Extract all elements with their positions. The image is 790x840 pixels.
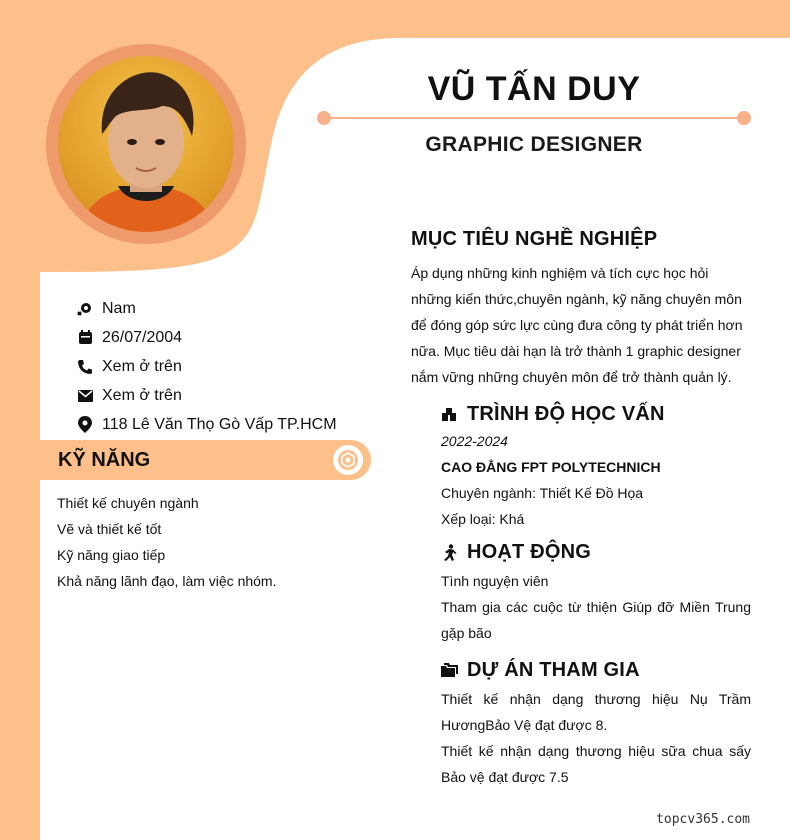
- project-item: Thiết kế nhận dạng thương hiệu sữa chua sấy Bảo vệ đạt được 7.5: [441, 743, 751, 785]
- contact-phone: Xem ở trên: [76, 352, 337, 381]
- skills-heading: KỸ NĂNG: [58, 449, 151, 471]
- mail-icon: [76, 387, 94, 405]
- calendar-icon: [76, 329, 94, 347]
- skills-header: [40, 440, 371, 480]
- contact-email: Xem ở trên: [76, 381, 337, 410]
- gender-icon: [76, 300, 94, 318]
- education-icon: [441, 406, 459, 424]
- contact-info: [76, 294, 337, 439]
- skill-item: Kỹ năng giao tiếp: [57, 547, 166, 563]
- job-title: GRAPHIC DESIGNER: [425, 133, 643, 156]
- skills-list: [57, 491, 276, 595]
- project-item: Thiết kế nhận dạng thương hiệu Nụ Trầm HươngBảo Vệ đạt được 8.: [441, 691, 751, 733]
- activity-item: Tham gia các cuộc từ thiện Giúp đỡ Miền Trung gặp bão: [441, 599, 751, 641]
- education-major: Chuyên ngành: Thiết Kế Đồ Họa: [441, 485, 644, 501]
- contact-birthday: 26/07/2004: [76, 323, 337, 352]
- avatar: [58, 56, 234, 232]
- education-school: CAO ĐẲNG FPT POLYTECHNICH: [441, 459, 661, 475]
- activities-heading: HOẠT ĐỘNG: [441, 541, 591, 564]
- folders-icon: [441, 662, 459, 680]
- location-icon: [76, 416, 94, 434]
- skill-item: Thiết kế chuyên ngành: [57, 495, 199, 511]
- running-icon: [441, 544, 459, 562]
- projects-list: [441, 686, 751, 790]
- activities-list: [441, 568, 751, 646]
- footer-watermark: topcv365.com: [656, 812, 750, 827]
- education-heading: TRÌNH ĐỘ HỌC VẤN: [441, 403, 665, 426]
- objective-heading: MỤC TIÊU NGHỀ NGHIỆP: [411, 228, 658, 250]
- activity-item: Tình nguyện viên: [441, 573, 549, 589]
- skills-badge-icon: [333, 445, 363, 475]
- contact-gender: Nam: [76, 294, 337, 323]
- candidate-name: VŨ TẤN DUY: [427, 70, 641, 108]
- education-details: [441, 428, 751, 532]
- education-period: 2022-2024: [441, 433, 508, 449]
- phone-icon: [76, 358, 94, 376]
- skill-item: Khả năng lãnh đạo, làm việc nhóm.: [57, 573, 277, 589]
- title-divider: [316, 110, 752, 126]
- objective-text: Áp dụng những kinh nghiệm và tích cực học hỏi những kiến thức,chuyên ngành, kỹ năng chuyên môn để đóng góp sức lực cùng đưa công ty phát triển hơn nữa. Mục tiêu dài hạn là trở thành 1 graphic designer nắm vững những chuyên môn để trở thành quản lý.: [411, 265, 743, 385]
- projects-heading: DỰ ÁN THAM GIA: [441, 659, 640, 682]
- contact-address: 118 Lê Văn Thọ Gò Vấp TP.HCM: [76, 410, 337, 439]
- skill-item: Vẽ và thiết kế tốt: [57, 521, 162, 537]
- education-grade: Xếp loại: Khá: [441, 511, 525, 527]
